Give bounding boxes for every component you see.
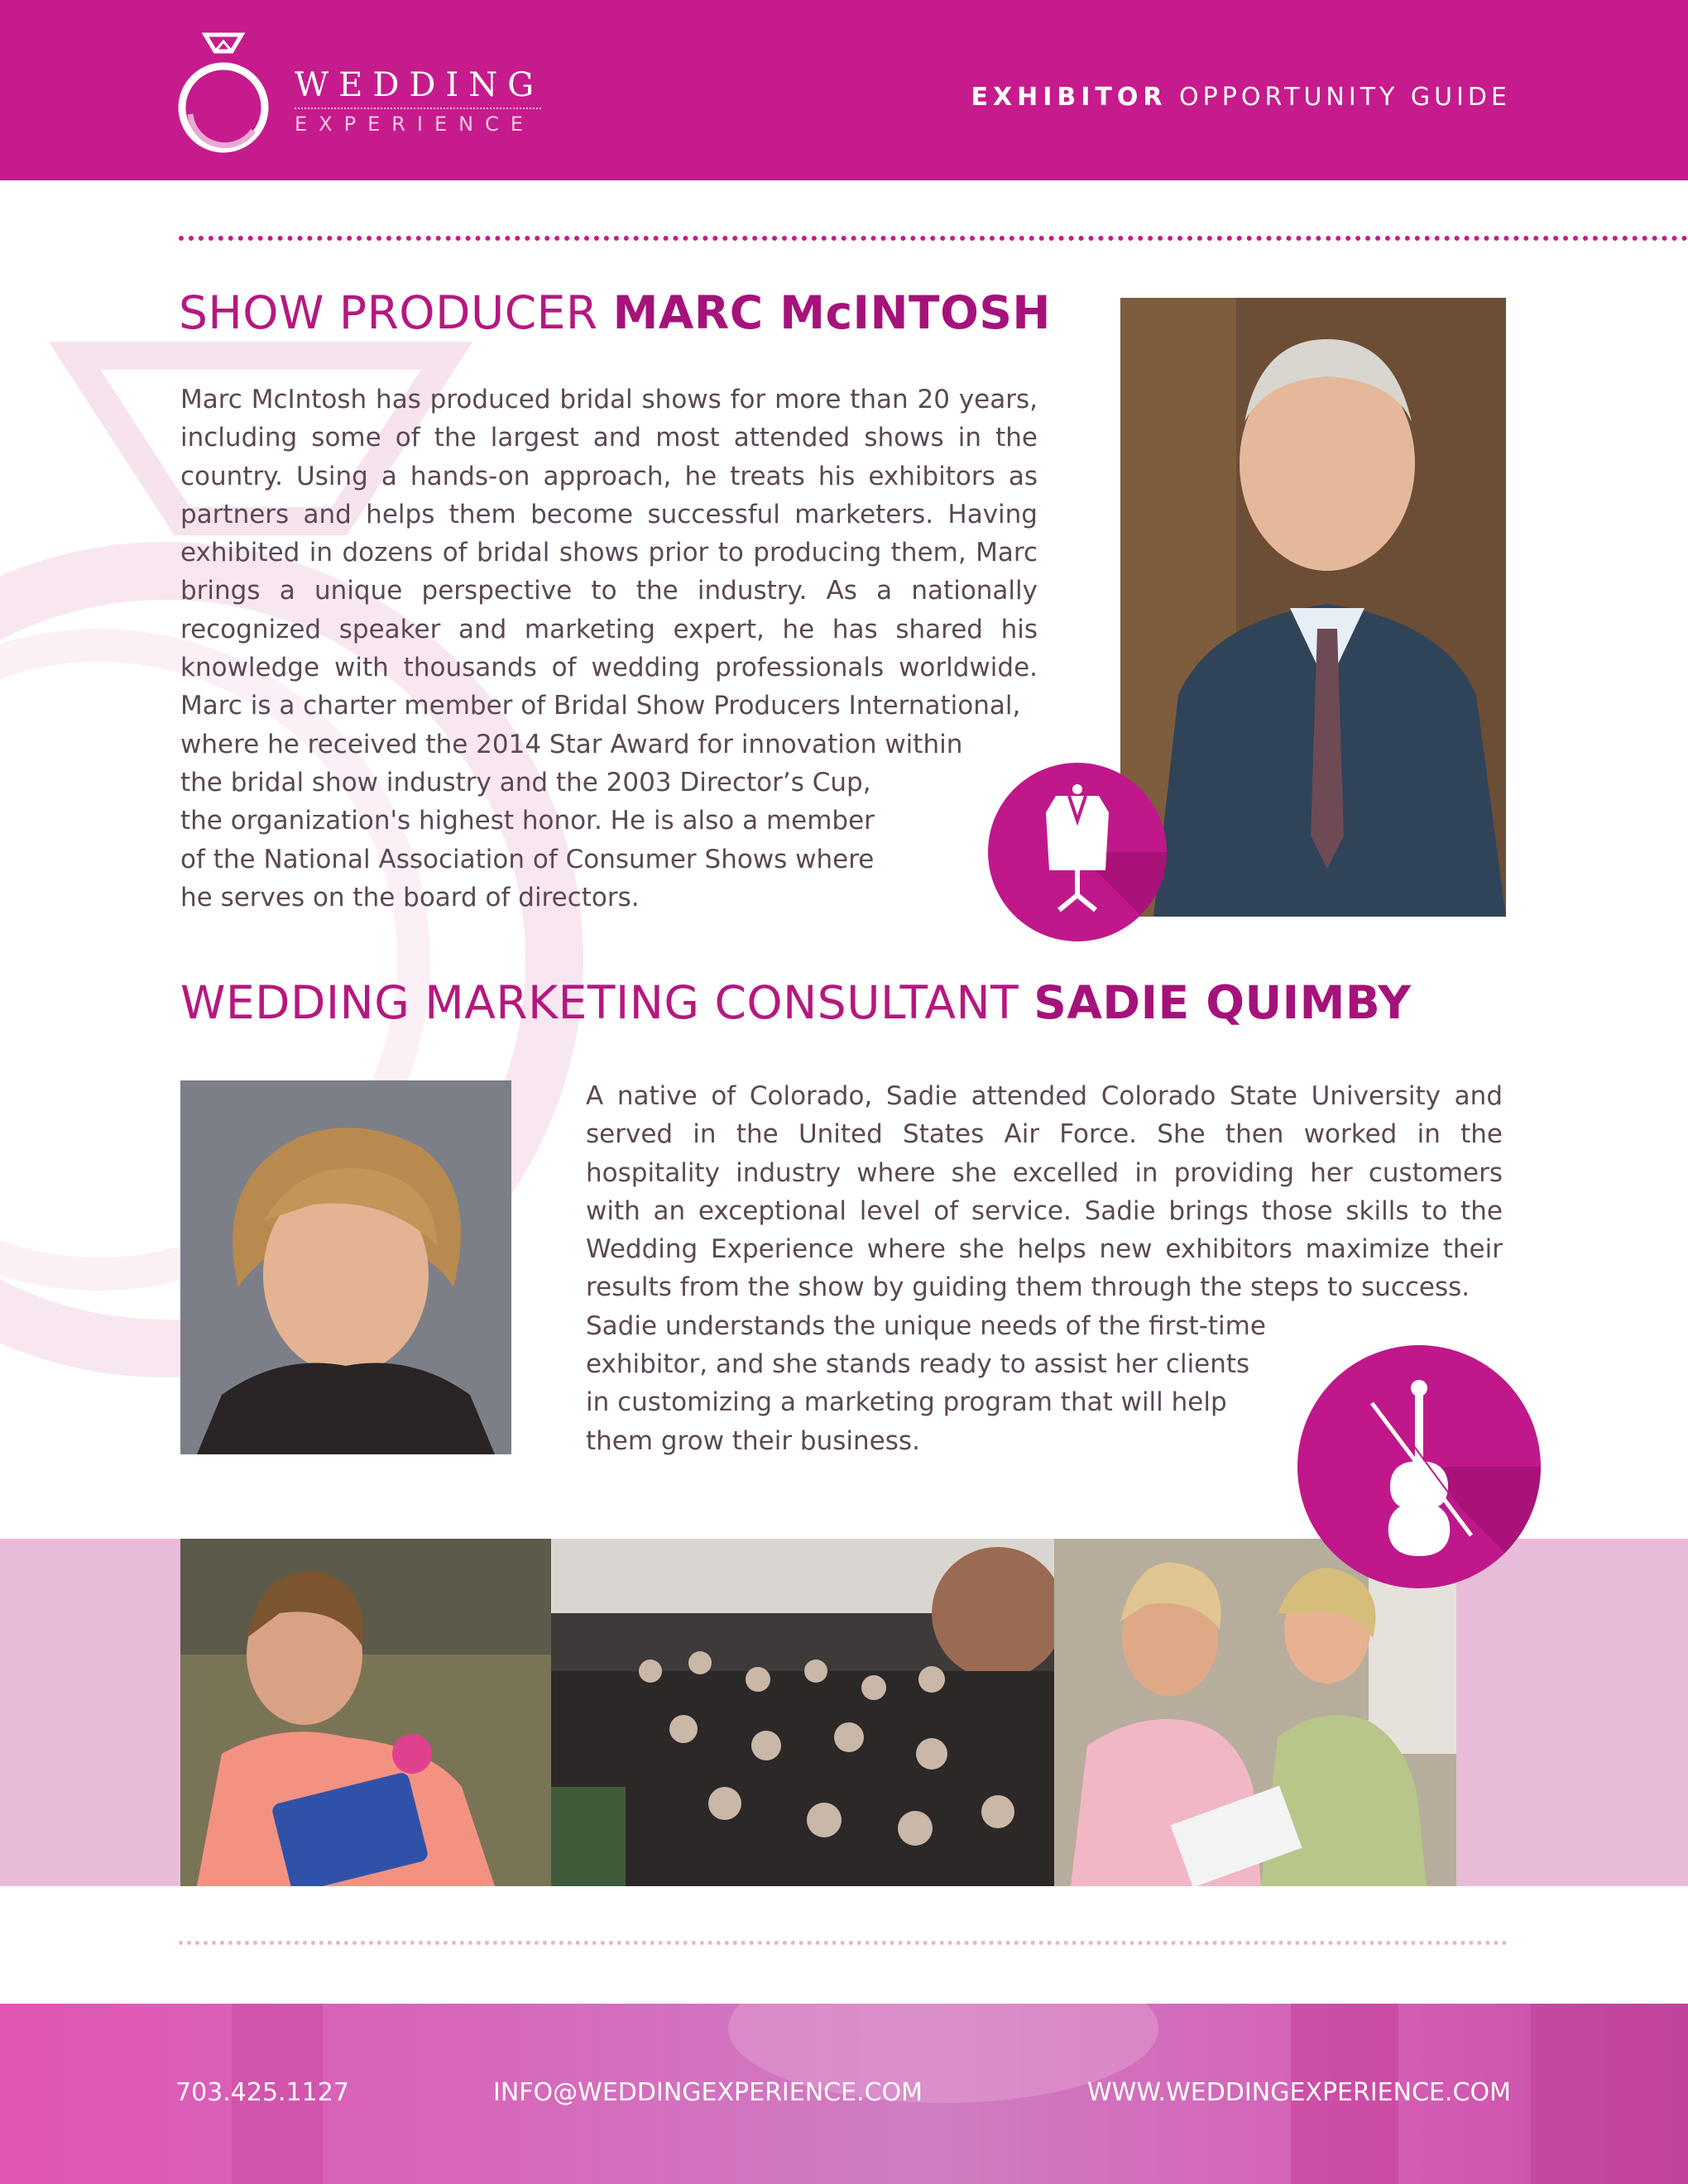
guide-title-rest: OPPORTUNITY GUIDE — [1167, 83, 1511, 112]
consultant-heading — [180, 976, 1504, 1029]
consultant-bio-line: them grow their business. — [586, 1425, 920, 1456]
consultant-heading-name: SADIE QUIMBY — [1033, 976, 1412, 1029]
top-dotted-divider — [179, 236, 1688, 241]
producer-portrait-photo — [1120, 298, 1506, 917]
producer-bio-line: the bridal show industry and the 2003 Director’s Cup, — [180, 767, 871, 797]
consultant-bio-line: Sadie understands the unique needs of the first-time — [586, 1310, 1266, 1341]
producer-bio-line: the organization's highest honor. He is also a member — [180, 806, 875, 836]
wedding-experience-logo — [174, 31, 554, 156]
producer-bio-main: Marc McIntosh has produced bridal shows for more than 20 years, including some of the largest and most attended shows in the country. Using a hands-on approach, he treats his exhibitors as partners and helps them become successful marketers. Having exhibited in dozens of bridal shows prior to producing them, Marc brings a unique perspective to the industry. As a nationally recognized speaker and marketing expert, he has shared his knowledge with thousands of wedding professionals worldwide. Marc is a charter member of Bridal Show Producers International, — [180, 385, 1038, 721]
producer-bio-line: he serves on the board of directors. — [180, 882, 640, 912]
consultant-bio-line: in customizing a marketing program that will help — [586, 1387, 1227, 1418]
event-photo-attendee-clipboard — [180, 1539, 551, 1886]
logo-divider — [295, 108, 541, 109]
suit-icon-badge — [988, 763, 1167, 941]
logo-wordmark-bottom: EXPERIENCE — [295, 113, 535, 136]
event-photo-illustration — [551, 1539, 1054, 1886]
producer-heading-role: SHOW PRODUCER — [179, 286, 613, 339]
event-photo-illustration — [1054, 1539, 1456, 1886]
producer-bio-line: of the National Association of Consumer Shows where — [180, 844, 875, 874]
producer-heading — [179, 286, 1051, 339]
producer-bio-line: where he received the 2014 Star Award for innovation within — [180, 729, 963, 759]
footer-phone[interactable]: 703.425.1127 — [175, 2078, 349, 2107]
footer-website-link[interactable]: WWW.WEDDINGEXPERIENCE.COM — [1087, 2078, 1511, 2107]
consultant-bio-line: exhibitor, and she stands ready to assist her clients — [586, 1349, 1250, 1380]
bottom-dotted-divider — [179, 1941, 1508, 1945]
footer-email-link[interactable]: INFO@WEDDINGEXPERIENCE.COM — [493, 2078, 923, 2107]
logo-wordmark-top: WEDDING — [295, 66, 544, 104]
event-photo-attendees-writing — [1054, 1539, 1456, 1886]
event-photo-crowd — [551, 1539, 1054, 1886]
consultant-bio-main: A native of Colorado, Sadie attended Colorado State University and served in the United States Air Force. She then worked in the hospitality industry where she excelled in providing her customers with an exceptional level of service. Sadie brings those skills to the Wedding Experience where she helps new exhibitors maximize their results from the show by guiding them through the steps to success. — [586, 1081, 1503, 1303]
violin-icon-badge — [1297, 1345, 1541, 1588]
consultant-heading-role: WEDDING MARKETING CONSULTANT — [180, 976, 1034, 1029]
event-photo-illustration — [180, 1539, 551, 1886]
ring-logo-icon — [174, 31, 273, 156]
consultant-portrait-photo — [180, 1080, 511, 1454]
producer-portrait-illustration — [1120, 298, 1506, 917]
violin-icon — [1297, 1345, 1541, 1588]
guide-title — [971, 83, 1511, 112]
guide-title-bold: EXHIBITOR — [971, 83, 1168, 112]
consultant-portrait-illustration — [180, 1080, 511, 1454]
producer-bio — [180, 381, 1038, 917]
suit-on-mannequin-icon — [988, 763, 1167, 941]
producer-heading-name: MARC McINTOSH — [612, 286, 1051, 339]
